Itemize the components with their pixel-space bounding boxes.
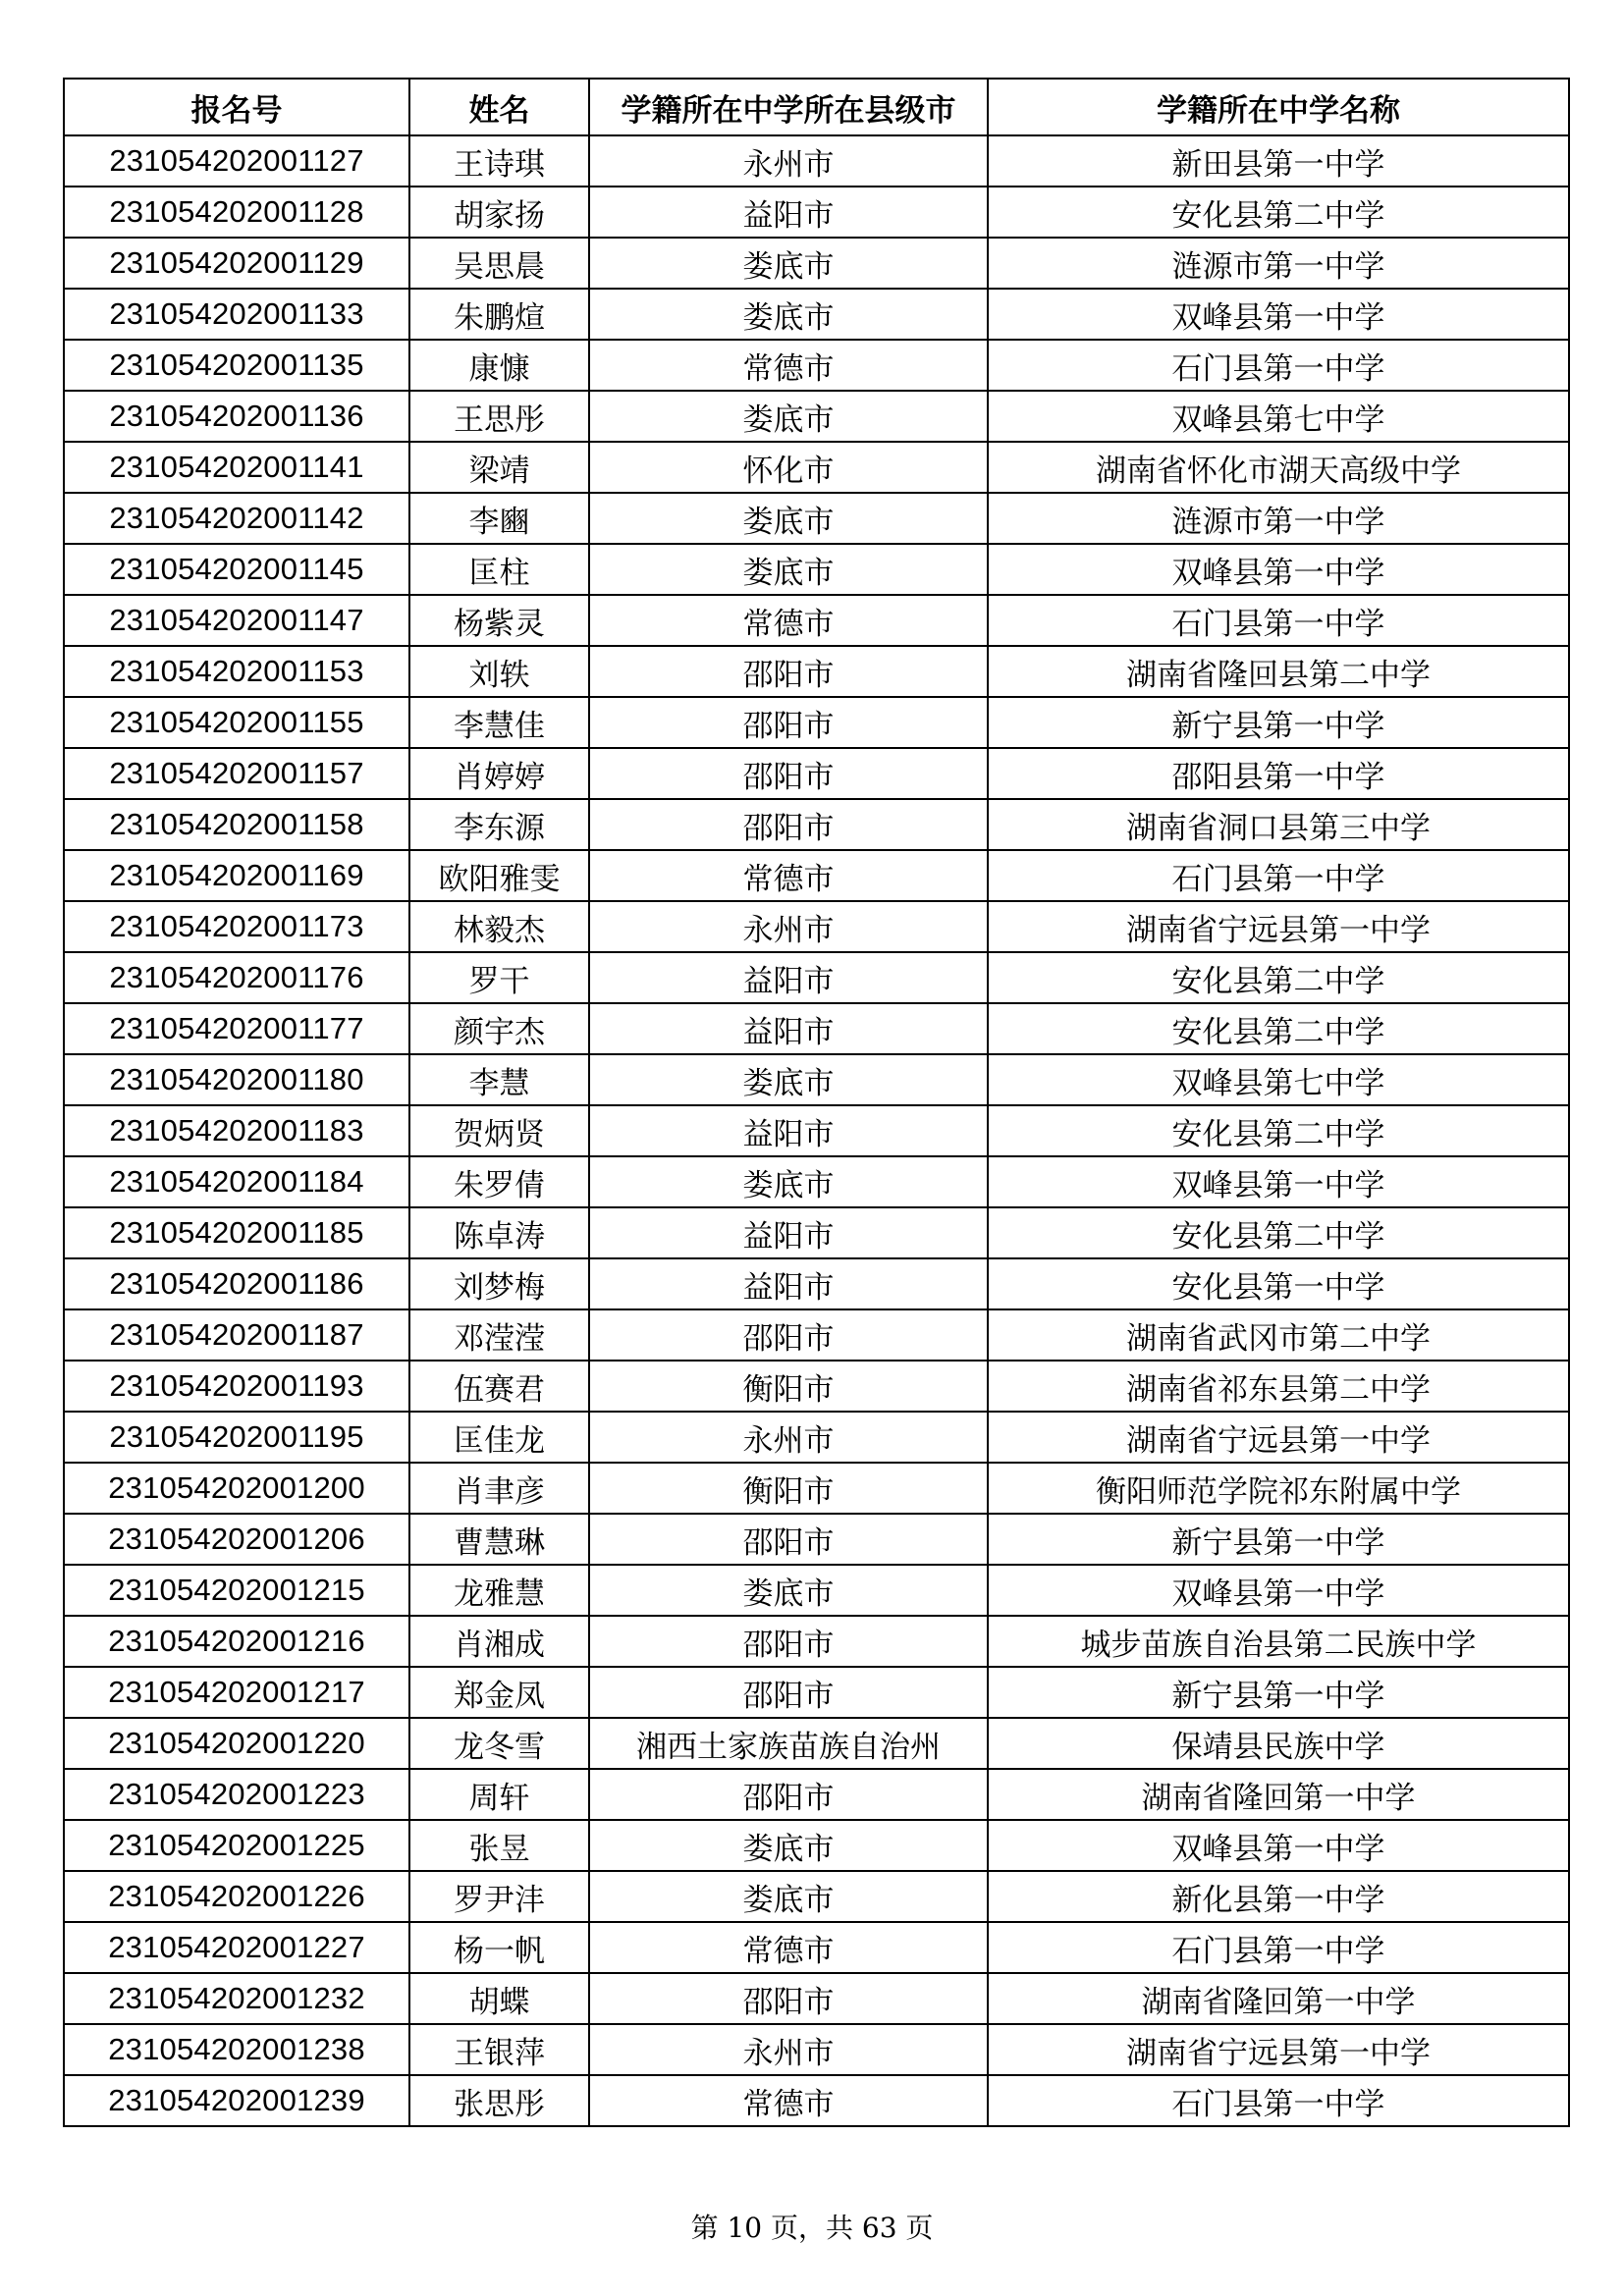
student-name-cell: 林毅杰 [409,901,589,952]
table-row [64,1207,1569,1258]
school-name-cell: 双峰县第一中学 [988,544,1569,595]
student-name-cell: 肖婷婷 [409,748,589,799]
school-name-cell: 石门县第一中学 [988,2075,1569,2126]
table-row [64,1922,1569,1973]
registration-number-cell: 231054202001232 [64,1973,409,2024]
table-row [64,391,1569,442]
registration-number-cell: 231054202001217 [64,1667,409,1718]
school-name-cell: 湖南省武冈市第二中学 [988,1309,1569,1361]
header-school-name: 学籍所在中学名称 [988,79,1569,135]
registration-number-cell: 231054202001145 [64,544,409,595]
table-row [64,1003,1569,1054]
registration-number-cell: 231054202001176 [64,952,409,1003]
registration-number-cell: 231054202001141 [64,442,409,493]
student-name-cell: 肖聿彦 [409,1463,589,1514]
registration-number-cell: 231054202001127 [64,135,409,187]
registration-number-cell: 231054202001173 [64,901,409,952]
student-name-cell: 匡柱 [409,544,589,595]
table-row [64,1871,1569,1922]
student-name-cell: 匡佳龙 [409,1412,589,1463]
school-city-cell: 娄底市 [589,1820,988,1871]
school-name-cell: 安化县第一中学 [988,1258,1569,1309]
table-row [64,340,1569,391]
school-name-cell: 邵阳县第一中学 [988,748,1569,799]
registration-number-cell: 231054202001129 [64,238,409,289]
student-name-cell: 颜宇杰 [409,1003,589,1054]
student-name-cell: 梁靖 [409,442,589,493]
school-name-cell: 新宁县第一中学 [988,697,1569,748]
school-city-cell: 益阳市 [589,952,988,1003]
school-name-cell: 石门县第一中学 [988,340,1569,391]
registration-number-cell: 231054202001220 [64,1718,409,1769]
student-name-cell: 王银萍 [409,2024,589,2075]
school-city-cell: 永州市 [589,901,988,952]
school-city-cell: 邵阳市 [589,799,988,850]
page-number-footer: 第 10 页，共 63 页 [690,2212,934,2244]
school-city-cell: 益阳市 [589,1258,988,1309]
school-city-cell: 衡阳市 [589,1463,988,1514]
table-row [64,187,1569,238]
student-name-cell: 杨紫灵 [409,595,589,646]
school-city-cell: 邵阳市 [589,1616,988,1667]
school-city-cell: 益阳市 [589,187,988,238]
header-registration-number: 报名号 [64,79,409,135]
registration-number-cell: 231054202001239 [64,2075,409,2126]
table-row [64,289,1569,340]
school-city-cell: 邵阳市 [589,1309,988,1361]
table-row [64,646,1569,697]
table-row [64,238,1569,289]
school-city-cell: 娄底市 [589,1565,988,1616]
registration-number-cell: 231054202001215 [64,1565,409,1616]
table-row [64,493,1569,544]
table-row [64,1565,1569,1616]
school-city-cell: 益阳市 [589,1105,988,1156]
table-row [64,1667,1569,1718]
school-city-cell: 娄底市 [589,1871,988,1922]
student-name-cell: 李慧 [409,1054,589,1105]
school-name-cell: 石门县第一中学 [988,850,1569,901]
school-city-cell: 常德市 [589,340,988,391]
registration-number-cell: 231054202001183 [64,1105,409,1156]
student-name-cell: 李慧佳 [409,697,589,748]
table-row [64,697,1569,748]
table-row [64,135,1569,187]
student-name-cell: 吴思晨 [409,238,589,289]
school-name-cell: 双峰县第七中学 [988,391,1569,442]
admission-list-table [63,78,1570,2127]
table-row [64,1412,1569,1463]
school-name-cell: 安化县第二中学 [988,1003,1569,1054]
registration-number-cell: 231054202001177 [64,1003,409,1054]
registration-number-cell: 231054202001216 [64,1616,409,1667]
registration-number-cell: 231054202001200 [64,1463,409,1514]
table-row [64,1309,1569,1361]
school-city-cell: 娄底市 [589,544,988,595]
school-name-cell: 湖南省隆回第一中学 [988,1973,1569,2024]
registration-number-cell: 231054202001193 [64,1361,409,1412]
table-row [64,1054,1569,1105]
registration-number-cell: 231054202001155 [64,697,409,748]
table-row [64,595,1569,646]
school-name-cell: 湖南省洞口县第三中学 [988,799,1569,850]
table-row [64,850,1569,901]
student-name-cell: 胡家扬 [409,187,589,238]
student-name-cell: 伍赛君 [409,1361,589,1412]
school-city-cell: 永州市 [589,1412,988,1463]
registration-number-cell: 231054202001186 [64,1258,409,1309]
registration-number-cell: 231054202001142 [64,493,409,544]
table-row [64,952,1569,1003]
school-city-cell: 邵阳市 [589,1973,988,2024]
student-name-cell: 邓滢滢 [409,1309,589,1361]
school-city-cell: 邵阳市 [589,646,988,697]
registration-number-cell: 231054202001184 [64,1156,409,1207]
registration-number-cell: 231054202001226 [64,1871,409,1922]
school-city-cell: 益阳市 [589,1207,988,1258]
school-name-cell: 涟源市第一中学 [988,493,1569,544]
school-name-cell: 安化县第二中学 [988,952,1569,1003]
registration-number-cell: 231054202001133 [64,289,409,340]
table-row [64,544,1569,595]
school-name-cell: 湖南省宁远县第一中学 [988,2024,1569,2075]
school-city-cell: 常德市 [589,2075,988,2126]
school-city-cell: 娄底市 [589,493,988,544]
school-name-cell: 石门县第一中学 [988,1922,1569,1973]
student-name-cell: 陈卓涛 [409,1207,589,1258]
student-name-cell: 罗尹沣 [409,1871,589,1922]
school-city-cell: 邵阳市 [589,1514,988,1565]
school-name-cell: 城步苗族自治县第二民族中学 [988,1616,1569,1667]
school-name-cell: 新宁县第一中学 [988,1514,1569,1565]
school-city-cell: 邵阳市 [589,697,988,748]
table-row [64,1361,1569,1412]
school-name-cell: 双峰县第一中学 [988,1156,1569,1207]
school-name-cell: 安化县第二中学 [988,1207,1569,1258]
school-name-cell: 湖南省隆回第一中学 [988,1769,1569,1820]
registration-number-cell: 231054202001180 [64,1054,409,1105]
student-name-cell: 曹慧琳 [409,1514,589,1565]
registration-number-cell: 231054202001195 [64,1412,409,1463]
table-row [64,748,1569,799]
school-city-cell: 娄底市 [589,289,988,340]
registration-number-cell: 231054202001185 [64,1207,409,1258]
school-name-cell: 双峰县第一中学 [988,1820,1569,1871]
table-body [64,135,1569,2126]
registration-number-cell: 231054202001169 [64,850,409,901]
table-row [64,1718,1569,1769]
school-name-cell: 双峰县第七中学 [988,1054,1569,1105]
school-city-cell: 常德市 [589,850,988,901]
school-city-cell: 常德市 [589,1922,988,1973]
table-row [64,1463,1569,1514]
table-row [64,442,1569,493]
student-name-cell: 李豳 [409,493,589,544]
table-row [64,2024,1569,2075]
school-city-cell: 娄底市 [589,1054,988,1105]
school-name-cell: 衡阳师范学院祁东附属中学 [988,1463,1569,1514]
student-name-cell: 张昱 [409,1820,589,1871]
registration-number-cell: 231054202001223 [64,1769,409,1820]
table-row [64,1820,1569,1871]
student-name-cell: 龙雅慧 [409,1565,589,1616]
table-row [64,1973,1569,2024]
student-name-cell: 罗干 [409,952,589,1003]
student-name-cell: 康慷 [409,340,589,391]
registration-number-cell: 231054202001128 [64,187,409,238]
school-name-cell: 新宁县第一中学 [988,1667,1569,1718]
table-header-row [64,79,1569,135]
school-city-cell: 常德市 [589,595,988,646]
student-name-cell: 张思彤 [409,2075,589,2126]
school-name-cell: 湖南省隆回县第二中学 [988,646,1569,697]
registration-number-cell: 231054202001158 [64,799,409,850]
school-city-cell: 邵阳市 [589,748,988,799]
student-name-cell: 欧阳雅雯 [409,850,589,901]
registration-number-cell: 231054202001136 [64,391,409,442]
registration-number-cell: 231054202001135 [64,340,409,391]
table-row [64,901,1569,952]
registration-number-cell: 231054202001147 [64,595,409,646]
header-school-city: 学籍所在中学所在县级市 [589,79,988,135]
school-name-cell: 双峰县第一中学 [988,289,1569,340]
student-name-cell: 龙冬雪 [409,1718,589,1769]
student-name-cell: 肖湘成 [409,1616,589,1667]
school-name-cell: 涟源市第一中学 [988,238,1569,289]
school-city-cell: 永州市 [589,135,988,187]
header-name: 姓名 [409,79,589,135]
school-city-cell: 永州市 [589,2024,988,2075]
school-city-cell: 益阳市 [589,1003,988,1054]
school-city-cell: 邵阳市 [589,1667,988,1718]
school-city-cell: 怀化市 [589,442,988,493]
school-name-cell: 安化县第二中学 [988,187,1569,238]
student-name-cell: 刘梦梅 [409,1258,589,1309]
table-row [64,1616,1569,1667]
registration-number-cell: 231054202001157 [64,748,409,799]
school-name-cell: 湖南省宁远县第一中学 [988,901,1569,952]
table-row [64,1258,1569,1309]
student-name-cell: 刘轶 [409,646,589,697]
student-name-cell: 周轩 [409,1769,589,1820]
school-city-cell: 娄底市 [589,391,988,442]
table-row [64,1105,1569,1156]
school-name-cell: 湖南省怀化市湖天高级中学 [988,442,1569,493]
school-city-cell: 娄底市 [589,1156,988,1207]
school-name-cell: 新田县第一中学 [988,135,1569,187]
registration-number-cell: 231054202001238 [64,2024,409,2075]
school-name-cell: 双峰县第一中学 [988,1565,1569,1616]
student-name-cell: 王诗琪 [409,135,589,187]
school-name-cell: 保靖县民族中学 [988,1718,1569,1769]
school-name-cell: 安化县第二中学 [988,1105,1569,1156]
school-city-cell: 娄底市 [589,238,988,289]
school-city-cell: 衡阳市 [589,1361,988,1412]
school-city-cell: 湘西土家族苗族自治州 [589,1718,988,1769]
table-row [64,1156,1569,1207]
registration-number-cell: 231054202001227 [64,1922,409,1973]
student-name-cell: 胡蝶 [409,1973,589,2024]
school-name-cell: 新化县第一中学 [988,1871,1569,1922]
school-city-cell: 邵阳市 [589,1769,988,1820]
student-name-cell: 郑金凤 [409,1667,589,1718]
registration-number-cell: 231054202001187 [64,1309,409,1361]
student-name-cell: 李东源 [409,799,589,850]
table-row [64,2075,1569,2126]
school-name-cell: 石门县第一中学 [988,595,1569,646]
school-name-cell: 湖南省宁远县第一中学 [988,1412,1569,1463]
student-name-cell: 朱鹏煊 [409,289,589,340]
student-name-cell: 王思彤 [409,391,589,442]
student-name-cell: 贺炳贤 [409,1105,589,1156]
student-name-cell: 朱罗倩 [409,1156,589,1207]
student-name-cell: 杨一帆 [409,1922,589,1973]
registration-number-cell: 231054202001206 [64,1514,409,1565]
registration-number-cell: 231054202001153 [64,646,409,697]
table-row [64,1514,1569,1565]
school-name-cell: 湖南省祁东县第二中学 [988,1361,1569,1412]
registration-number-cell: 231054202001225 [64,1820,409,1871]
table-row [64,799,1569,850]
table-row [64,1769,1569,1820]
